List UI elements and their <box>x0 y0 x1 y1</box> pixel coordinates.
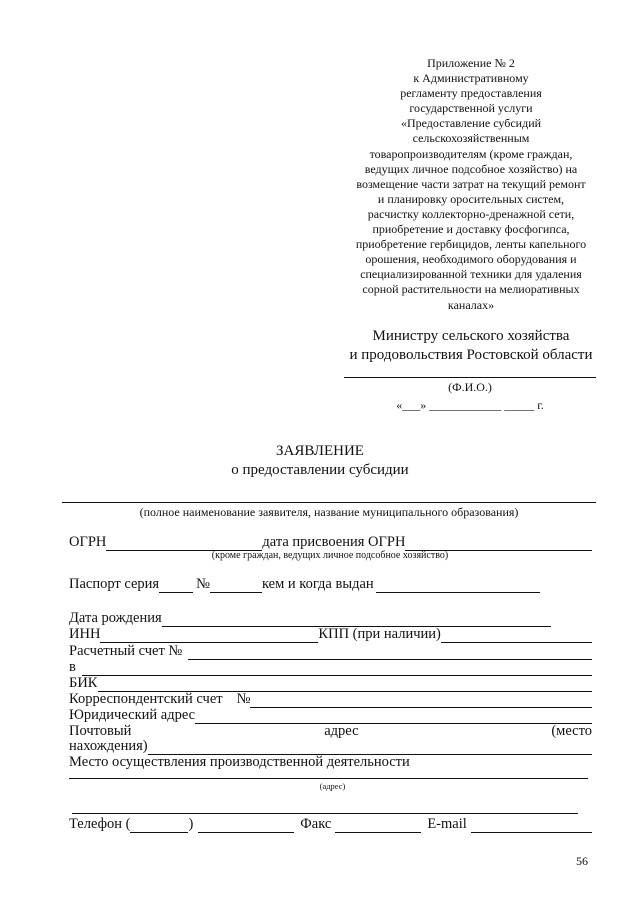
birth-date-row <box>69 610 551 627</box>
appendix-block <box>340 56 602 313</box>
document-title: ЗАЯВЛЕНИЕ <box>276 443 364 459</box>
appendix-line: орошения, необходимого оборудования и <box>365 252 577 267</box>
production-place-field[interactable] <box>69 778 588 779</box>
account-row <box>69 643 592 660</box>
appendix-line: сельскохозяйственным <box>412 131 530 146</box>
bik-label: БИК <box>69 675 98 691</box>
location-label: нахождения) <box>69 738 148 754</box>
passport-issued-field[interactable] <box>376 579 540 593</box>
location-row <box>69 738 592 755</box>
appendix-line: государственной услуги <box>409 101 533 116</box>
phone-field[interactable] <box>198 819 294 833</box>
bank-row <box>69 659 592 676</box>
addressee-line: Министру сельского хозяйства <box>372 328 570 344</box>
passport-series-field[interactable] <box>159 579 193 593</box>
passport-issued-label: кем и когда выдан <box>261 576 374 592</box>
appendix-line: «Предоставление субсидий <box>400 116 542 131</box>
phone-label: Телефон ( <box>69 816 131 832</box>
corr-account-number-label: № <box>236 691 251 707</box>
inn-field[interactable] <box>100 629 318 643</box>
legal-address-field[interactable] <box>195 710 592 724</box>
appendix-line: Приложение № 2 <box>427 56 515 70</box>
kpp-label: КПП (при наличии) <box>318 626 441 642</box>
bik-row <box>69 675 592 692</box>
addressee-line: и продовольствия Ростовской области <box>349 347 593 363</box>
legal-address-row <box>69 707 592 724</box>
appendix-line: ведущих личное подсобное хозяйство) на <box>364 161 578 176</box>
postal-label-word: (место <box>551 723 592 739</box>
appendix-line: специализированной техники для удаления <box>360 267 582 282</box>
inn-row <box>69 626 592 643</box>
account-label: Расчетный счет № <box>69 643 183 659</box>
appendix-line: товаропроизводителям (кроме граждан, <box>369 146 573 161</box>
ogrn-field[interactable] <box>106 537 262 551</box>
postal-label-word: адрес <box>324 723 359 739</box>
appendix-line: и планировку оросительных систем, <box>377 191 565 206</box>
account-field[interactable] <box>188 646 592 660</box>
passport-row <box>69 576 592 593</box>
inn-label: ИНН <box>69 626 101 642</box>
postal-address-field[interactable] <box>148 741 592 755</box>
applicant-caption: (полное наименование заявителя, название муниципального образования) <box>139 505 519 519</box>
address-caption: (адрес) <box>319 781 346 791</box>
phone-code-field[interactable] <box>130 819 188 833</box>
birth-date-field[interactable] <box>162 613 551 627</box>
ogrn-date-field[interactable] <box>405 537 592 551</box>
applicant-name-line[interactable] <box>62 502 596 503</box>
appendix-line: регламенту предоставления <box>400 86 542 101</box>
corr-account-row <box>69 691 592 708</box>
appendix-line: приобретение и доставку фосфогипса, <box>372 222 570 237</box>
phone-close-paren: ) <box>188 816 194 832</box>
appendix-line: расчистку коллекторно-дренажной сети, <box>367 206 575 221</box>
ogrn-row <box>69 534 592 551</box>
production-place-label: Место осуществления производственной деятельности <box>69 754 410 770</box>
extra-address-line[interactable] <box>72 813 578 814</box>
ogrn-note: (кроме граждан, ведущих личное подсобное хозяйство) <box>211 550 449 561</box>
passport-number-label: № <box>196 576 210 592</box>
date-line[interactable]: «___» ____________ _____ г. <box>396 398 544 412</box>
document-subtitle: о предоставлении субсидии <box>231 462 409 478</box>
fio-underline[interactable] <box>344 377 596 378</box>
kpp-field[interactable] <box>441 629 592 643</box>
page-number: 56 <box>576 854 588 868</box>
bank-field[interactable] <box>82 662 592 676</box>
corr-account-label: Корреспондентский счет <box>69 691 223 707</box>
appendix-line: сорной растительности на мелиоративных <box>362 282 580 297</box>
fio-caption: (Ф.И.О.) <box>448 380 492 394</box>
passport-number-field[interactable] <box>210 579 262 593</box>
appendix-line: каналах» <box>447 297 495 312</box>
production-place-row <box>69 754 592 771</box>
birth-date-label: Дата рождения <box>69 610 162 626</box>
appendix-line: приобретение гербицидов, ленты капельного <box>355 237 587 252</box>
contacts-row <box>69 816 592 833</box>
passport-series-label: Паспорт серия <box>69 576 160 592</box>
ogrn-date-label: дата присвоения ОГРН <box>262 534 406 550</box>
postal-label-word: Почтовый <box>69 723 132 739</box>
email-label: E-mail <box>427 816 467 832</box>
addressee-block <box>340 327 602 365</box>
bank-label: в <box>69 659 76 675</box>
ogrn-label: ОГРН <box>69 534 107 550</box>
email-field[interactable] <box>471 819 592 833</box>
fax-label: Факс <box>300 816 332 832</box>
appendix-line: к Административному <box>413 71 529 86</box>
appendix-line: возмещение части затрат на текущий ремонт <box>356 176 586 191</box>
corr-account-field[interactable] <box>250 694 592 708</box>
fax-field[interactable] <box>335 819 421 833</box>
bik-field[interactable] <box>98 678 592 692</box>
legal-address-label: Юридический адрес <box>69 707 196 723</box>
